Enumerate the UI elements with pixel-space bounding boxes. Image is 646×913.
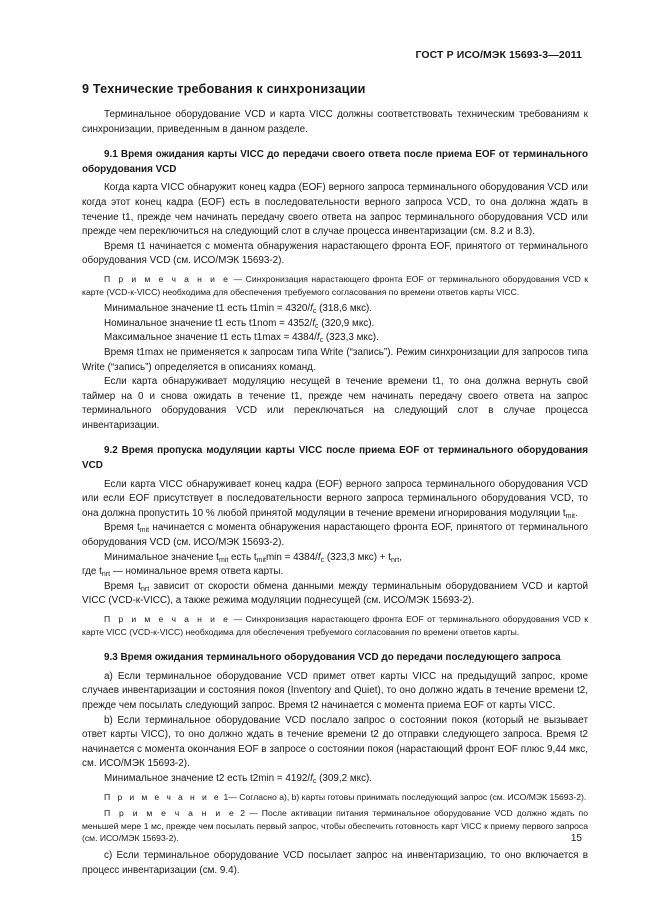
section-9-1-title: 9.1 Время ожидания карты VICC до передачи своего ответа после приема EOF от терминального оборудования VCD — [82, 149, 588, 175]
note-text: — Синхронизация нарастающего фронта EOF от терминального оборудования VCD к карте VICC (VCD-к-VICC) необходима для обеспечения требуемого согласования по времени ответов карты. — [82, 614, 588, 637]
s92-min-value: Минимальное значение $t_{mit}$ есть $t_{mit}\min = 4384/f_c$ (323,3 $мкс) + t_{nrt}$, — [104, 551, 402, 564]
s91-max-value: Максимальное значение t1 есть $t1\max = 4384/f_c$ (323,3 мкс). — [104, 332, 379, 345]
section-9-3-title: 9.3 Время ожидания терминального оборудования VCD до передачи последующего запроса — [104, 652, 561, 664]
s91-paragraph-2: Время t1 начинается с момента обнаружения нарастающего фронта EOF, принятого от терминального оборудования VCD (см. ИСО/МЭК 15693-2). — [82, 240, 588, 267]
page-number: 15 — [570, 833, 582, 844]
s92-paragraph-3: Время $t_{nrt}$ зависит от скорости обмена данными между терминальным оборудованием VCD и картой VICC (VCD-к-VICC), а также режима модуляции поднесущей (см. ИСО/МЭК 15693-2). — [82, 580, 589, 607]
s93-item-a: а) Если терминальное оборудование VCD примет ответ карты VICC на предыдущий запрос, кроме случаев инвентаризации и состояния покоя (Inventory and Quiet), то оно должно ждать в течение времени t2, прежде чем посылать следующий запрос. Время t2 начинается с момента приема EOF от карты VICC. — [82, 670, 588, 711]
s93-min-value: Минимальное значение t2 есть $t2\min = 4192/f_c$ (309,2 мкс). — [104, 772, 373, 785]
note-label: П р и м е ч а н и е — [104, 791, 222, 802]
s93-item-c: с) Если терминальное оборудование VCD посылает запрос на инвентаризацию, то оно включается в процесс инвентаризации (см. 9.4). — [82, 849, 588, 876]
s91-min-value: Минимальное значение t1 есть $t1\min = 4320/f_c$ (318,6 мкс). — [104, 303, 373, 316]
section-9-2-title: 9.2 Время пропуска модуляции карты VICC после приема EOF от терминального оборудования VCD — [82, 445, 588, 472]
note-label: П р и м е ч а н и е — [104, 808, 237, 819]
s91-note — [82, 273, 588, 298]
section-9-intro: Терминальное оборудование VCD и карта VICC должны соответствовать техническим требованиям к синхронизации, приведенным в данном разделе. — [82, 109, 588, 135]
s93-note-2 — [82, 807, 588, 845]
s91-paragraph-3: Время t1max не применяется к запросам типа Write (“запись”). Режим синхронизации для запросов типа Write (“запись”) определяется в описаниях команд. — [82, 346, 588, 373]
s92-paragraph-1: Если карта VICC обнаруживает конец кадра (EOF) верного запроса терминального оборудования VCD или если EOF присутствует в последовательности верного запроса терминального оборудования VCD, то она должна пропустить 10 % любой принятой модуляции в течение времени игнорирования модуляции $t_{mit}$. — [82, 478, 588, 520]
note-text: 2 — После активации питания терминальное оборудование VCD должно ждать по меньшей мере 1 мс, прежде чем посылать первый запрос, чтобы обеспечить готовность карт VICC к приему первого запроса (см. ИСО/МЭК 15693-2). — [82, 808, 588, 844]
section-9-title: 9 Технические требования к синхронизации — [82, 82, 366, 96]
s91-paragraph-4: Если карта обнаруживает модуляцию несущей в течение времени t1, то она должна вернуть свой таймер на 0 и снова ожидать в течение t1, прежде чем начинать передачу своего ответа на запрос терминального оборудования VCD или переключаться на следующий слот в случае процесса инвентаризации. — [82, 376, 588, 431]
note-text: — Синхронизация нарастающего фронта EOF от терминального оборудования VCD к карте (VCD-к-VICC) необходима для обеспечения требуемого согласования по времени ответов карты VICC. — [82, 273, 588, 297]
note-label: П р и м е ч а н и е — [104, 614, 231, 624]
s93-item-b: b) Если терминальное оборудование VCD послало запрос о состоянии покоя (который не вызывает ответ карты VICC), то оно должно ждать в течение времени t2 до отправки следующего запроса. Время t2 начинается с момента окончания EOF в запросе о состоянии покоя (нарастающий фронт EOF плюс 9,44 мкс, см. ИСО/МЭК 15693-2). — [82, 714, 588, 770]
s92-where: где $t_{nrt}$ — номинальное время ответа карты. — [82, 566, 284, 579]
s92-note — [82, 613, 588, 638]
page-body — [82, 108, 588, 878]
note-label: П р и м е ч а н и е — [104, 273, 231, 284]
s92-paragraph-2: Время $t_{mit}$ начинается с момента обнаружения нарастающего фронта EOF, принятого от терминального оборудования VCD (см. ИСО/МЭК 15693-2). — [82, 522, 588, 549]
s93-note-1 — [82, 791, 588, 804]
standard-header: ГОСТ Р ИСО/МЭК 15693-3—2011 — [415, 49, 582, 61]
s91-nom-value: Номинальное значение t1 есть $t1nom = 4352/f_c$ (320,9 мкс). — [104, 317, 375, 330]
s91-paragraph-1: Когда карта VICC обнаружит конец кадра (EOF) верного запроса терминального оборудования VCD или когда этот конец кадра (EOF) есть в последовательности верного запроса VCD, то она должна ждать в течение t1, прежде чем начинать передачу своего ответа на запрос терминального оборудования VCD или прежде чем переключиться на следующий слот в случае процесса инвентаризации (см. 8.2 и 8.3). — [82, 182, 588, 238]
note-text: 1— Согласно a), b) карты готовы принимать последующий запрос (см. ИСО/МЭК 15693-2). — [221, 791, 587, 802]
